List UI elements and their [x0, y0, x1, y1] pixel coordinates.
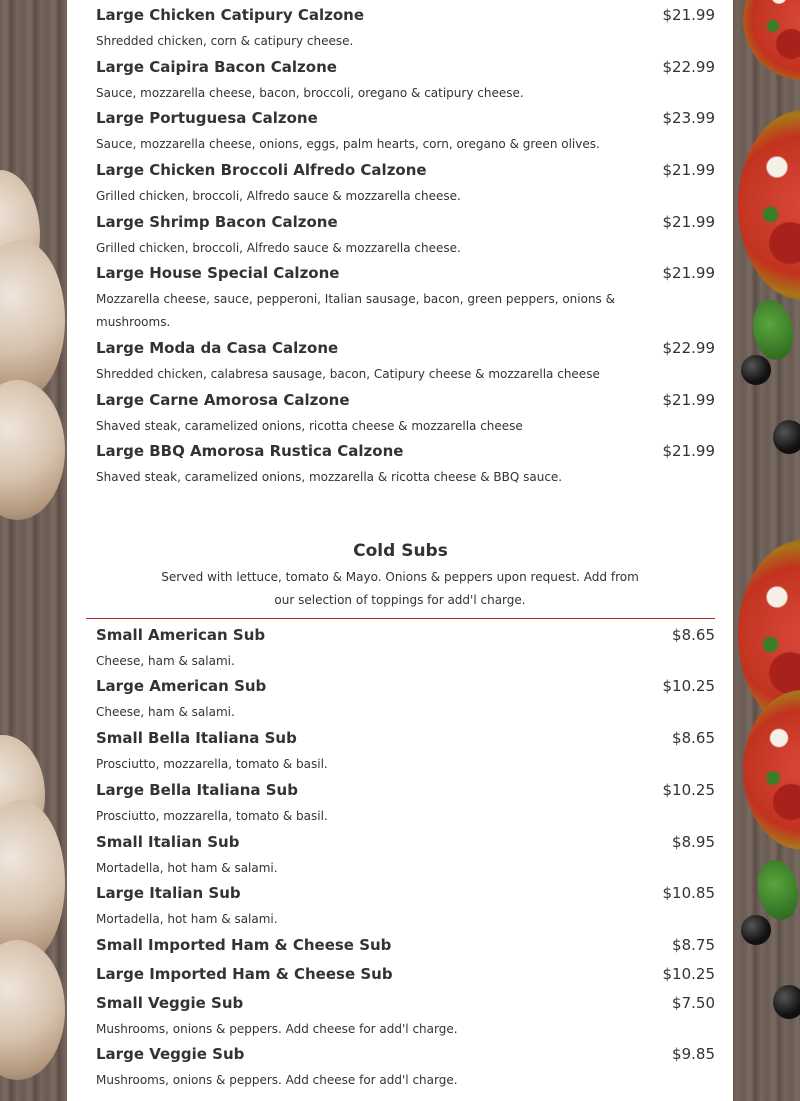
menu-item-name: Small Bella Italiana Sub	[96, 729, 297, 747]
menu-item-description: Mortadella, hot ham & salami.	[96, 861, 278, 875]
menu-item-name: Large Bella Italiana Sub	[96, 781, 298, 799]
basil-leaf-decoration	[758, 860, 798, 920]
menu-item-name: Large Carne Amorosa Calzone	[96, 391, 350, 409]
menu-item-description: Prosciutto, mozzarella, tomato & basil.	[96, 809, 328, 823]
menu-item-name: Small Italian Sub	[96, 833, 240, 851]
menu-item-description: Sauce, mozzarella cheese, bacon, broccoli, oregano & catipury cheese.	[96, 86, 524, 100]
menu-item-description: Shredded chicken, calabresa sausage, bacon, Catipury cheese & mozzarella cheese	[96, 367, 600, 381]
menu-item-price: $21.99	[662, 391, 715, 409]
menu-item-name: Small American Sub	[96, 626, 266, 644]
menu-item-price: $21.99	[662, 442, 715, 460]
menu-item-description: Sauce, mozzarella cheese, onions, eggs, palm hearts, corn, oregano & green olives.	[96, 137, 600, 151]
menu-item-name: Large Shrimp Bacon Calzone	[96, 213, 338, 231]
menu-item-price: $23.99	[662, 109, 715, 127]
basil-leaf-decoration	[753, 300, 793, 360]
menu-item-description: Shaved steak, caramelized onions, ricotta cheese & mozzarella cheese	[96, 419, 523, 433]
mushroom-decoration	[0, 940, 65, 1080]
menu-item-name: Small Imported Ham & Cheese Sub	[96, 936, 392, 954]
menu-item-price: $7.50	[672, 994, 715, 1012]
menu-item-price: $8.65	[672, 626, 715, 644]
pizza-decoration	[743, 690, 800, 850]
menu-item-name: Large American Sub	[96, 677, 267, 695]
menu-item-price: $8.95	[672, 833, 715, 851]
menu-item-price: $10.25	[662, 781, 715, 799]
menu-item-name: Large Chicken Broccoli Alfredo Calzone	[96, 161, 427, 179]
menu-item-price: $21.99	[662, 264, 715, 282]
menu-item-description: Grilled chicken, broccoli, Alfredo sauce & mozzarella cheese.	[96, 189, 461, 203]
menu-item-price: $9.85	[672, 1045, 715, 1063]
menu-item-price: $22.99	[662, 339, 715, 357]
menu-item-description: Prosciutto, mozzarella, tomato & basil.	[96, 757, 328, 771]
menu-item-name: Large Moda da Casa Calzone	[96, 339, 339, 357]
menu-item-description: Mozzarella cheese, sauce, pepperoni, Italian sausage, bacon, green peppers, onions & mushrooms.	[96, 292, 615, 329]
menu-item-description: Shredded chicken, corn & catipury cheese.	[96, 34, 354, 48]
menu-item-price: $8.65	[672, 729, 715, 747]
menu-item-price: $21.99	[662, 213, 715, 231]
mushroom-decoration	[0, 240, 65, 400]
menu-item-name: Small Veggie Sub	[96, 994, 244, 1012]
left-decorative-background	[0, 0, 67, 1101]
section-description: Served with lettuce, tomato & Mayo. Onions & peppers upon request. Add from our selection of toppings for add'l charge.	[161, 570, 639, 607]
section-divider	[86, 618, 715, 619]
menu-item-name: Large BBQ Amorosa Rustica Calzone	[96, 442, 404, 460]
olive-decoration	[773, 985, 800, 1019]
olive-decoration	[741, 915, 771, 945]
menu-item-price: $21.99	[662, 6, 715, 24]
pizza-decoration	[738, 110, 800, 300]
menu-item-price: $10.25	[662, 965, 715, 983]
olive-decoration	[773, 420, 800, 454]
menu-item-description: Grilled chicken, broccoli, Alfredo sauce & mozzarella cheese.	[96, 241, 461, 255]
pizza-decoration	[743, 0, 800, 80]
menu-item-price: $8.75	[672, 936, 715, 954]
menu-item-description: Cheese, ham & salami.	[96, 654, 235, 668]
menu-item-description: Mushrooms, onions & peppers. Add cheese for add'l charge.	[96, 1022, 458, 1036]
menu-item-description: Cheese, ham & salami.	[96, 705, 235, 719]
menu-item-name: Large Imported Ham & Cheese Sub	[96, 965, 393, 983]
right-decorative-background	[733, 0, 800, 1101]
olive-decoration	[741, 355, 771, 385]
menu-item-name: Large Portuguesa Calzone	[96, 109, 318, 127]
menu-item-name: Large Chicken Catipury Calzone	[96, 6, 364, 24]
menu-item-price: $10.85	[662, 884, 715, 902]
menu-item-name: Large Italian Sub	[96, 884, 241, 902]
menu-item-name: Large Caipira Bacon Calzone	[96, 58, 337, 76]
mushroom-decoration	[0, 380, 65, 520]
section-title-cold-subs: Cold Subs	[353, 541, 448, 561]
menu-item-description: Mushrooms, onions & peppers. Add cheese for add'l charge.	[96, 1073, 458, 1087]
menu-item-price: $21.99	[662, 161, 715, 179]
menu-item-name: Large Veggie Sub	[96, 1045, 245, 1063]
menu-item-price: $10.25	[662, 677, 715, 695]
menu-item-price: $22.99	[662, 58, 715, 76]
menu-item-description: Shaved steak, caramelized onions, mozzarella & ricotta cheese & BBQ sauce.	[96, 470, 563, 484]
menu-item-name: Large House Special Calzone	[96, 264, 340, 282]
menu-item-description: Mortadella, hot ham & salami.	[96, 912, 278, 926]
